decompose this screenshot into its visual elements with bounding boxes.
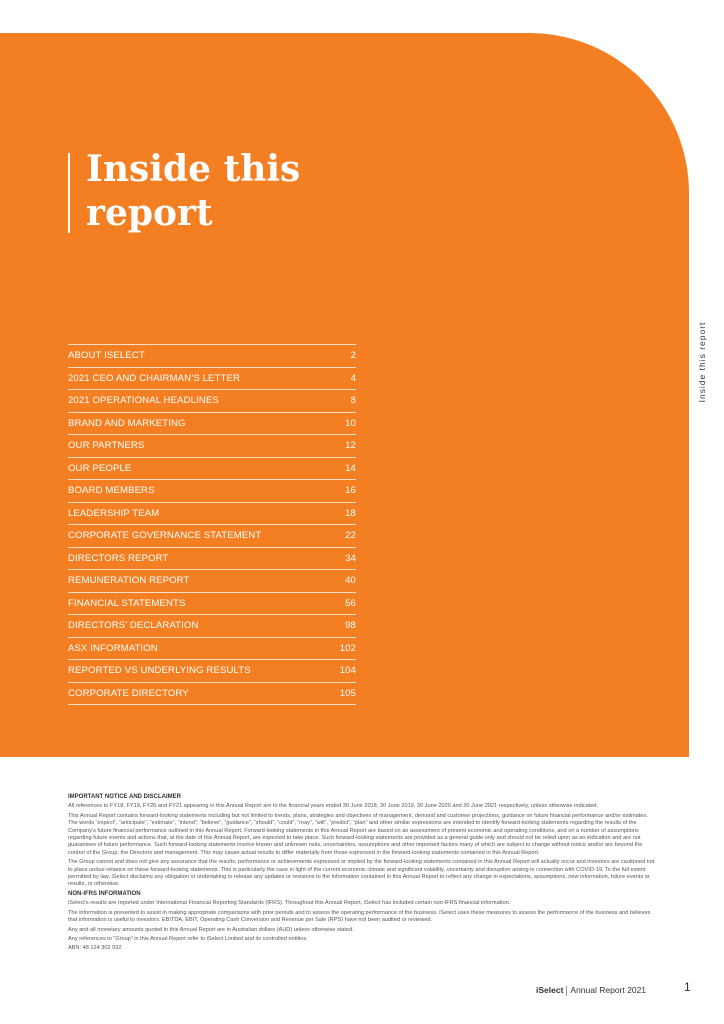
abn-text: ABN: 48 124 302 932	[68, 945, 122, 952]
toc-entry-page: 104	[339, 665, 356, 677]
toc-entry[interactable]	[68, 480, 356, 503]
disclaimer-paragraph: The Group cannot and does not give any assurance that the results, performance or achievements expressed or implied by the forward-looking statements contained in this Annual Report will actually occur and investors are cautioned not to place undue reliance on these forward-looking statements. This is particularly the case in light of the current economic climate and significant volatility, uncertainty and disruption arising in connection with COVID-19. To the full extent permitted by law, iSelect disclaims any obligation or undertaking to release any updates or revisions to the information contained in this Annual Report to reflect any change in expectations, assumptions, new information, future events or results, or otherwise.	[68, 859, 655, 888]
disclaimer-paragraph: Any and all monetary amounts quoted in this Annual Report are in Australian dollars (AUD) unless otherwise stated.	[68, 926, 354, 933]
toc-entry[interactable]	[68, 683, 356, 706]
toc-entry-label: BRAND AND MARKETING	[68, 417, 186, 429]
table-of-contents	[68, 344, 356, 705]
toc-entry[interactable]	[68, 548, 356, 571]
toc-entry-page: 105	[339, 687, 356, 699]
toc-entry-label: FINANCIAL STATEMENTS	[68, 597, 186, 609]
toc-entry-page: 12	[345, 440, 356, 452]
toc-entry-label: ABOUT ISELECT	[68, 350, 145, 362]
iselect-logo: iSelect	[536, 985, 564, 995]
toc-entry[interactable]	[68, 660, 356, 683]
orange-panel	[0, 33, 689, 757]
side-label: Inside this report	[697, 321, 707, 403]
toc-entry-page: 4	[350, 372, 356, 384]
toc-entry-label: 2021 CEO AND CHAIRMAN’S LETTER	[68, 372, 241, 384]
toc-entry-label: CORPORATE GOVERNANCE STATEMENT	[68, 530, 262, 542]
toc-entry[interactable]	[68, 435, 356, 458]
toc-entry-page: 18	[345, 507, 356, 519]
toc-entry-page: 2	[350, 350, 356, 362]
toc-entry[interactable]	[68, 413, 356, 436]
page-number: 1	[684, 980, 691, 994]
toc-entry[interactable]	[68, 503, 356, 526]
disclaimer-section	[68, 794, 658, 955]
toc-entry-label: DIRECTORS’ DECLARATION	[68, 620, 199, 632]
toc-entry-page: 16	[345, 485, 356, 497]
toc-entry[interactable]	[68, 390, 356, 413]
toc-entry-label: OUR PEOPLE	[68, 462, 132, 474]
toc-entry-page: 22	[345, 530, 356, 542]
toc-entry-page: 98	[345, 620, 356, 632]
toc-entry-label: DIRECTORS REPORT	[68, 552, 169, 564]
toc-entry[interactable]	[68, 345, 356, 368]
disclaimer-paragraph: This Annual Report contains forward-looking statements including but not limited to trends, plans, strategies and objectives of management, demand and customer projections, guidance on future financial performance and/or estimates. The words “expect”, “anticipate”, “estimate”, “intend”, “believe”, “guidance”, “should”, “could”, “may”, “will”, “predict”, “plan” and other similar expressions are intended to identify forward-looking statements regarding the results of the Company’s future financial performance outlined in this Annual Report. Forward-looking statements in this Annual Report are based on an assessment of present economic and operating conditions, and on a number of assumptions regarding future events and actions that, at the date of this Annual Report, are expected to take place. Such forward-looking statements are provided as a general guide only and should not be relied upon as an indication and are not guarantees of future performance. Such forward-looking statements involve known and unknown risks, uncertainties, assumptions and other important factors many of which are subject to change without notice and/or are beyond the control of the Group, the Directors and management. This may cause actual results to differ materially from those expressed in the forward-looking statements contained in this Annual Report.	[68, 812, 648, 856]
disclaimer-paragraph: iSelect’s results are reported under International Financial Reporting Standards (IFRS). Throughout this Annual Report, iSelect has included certain non-IFRS financial information.	[68, 900, 511, 907]
toc-entry-page: 10	[345, 417, 356, 429]
toc-entry[interactable]	[68, 525, 356, 548]
toc-entry-page: 8	[350, 395, 356, 407]
toc-entry-page: 102	[339, 642, 356, 654]
toc-entry[interactable]	[68, 368, 356, 391]
toc-entry-label: REMUNERATION REPORT	[68, 575, 190, 587]
toc-entry-label: REPORTED VS UNDERLYING RESULTS	[68, 665, 251, 677]
footer-brand	[536, 985, 646, 996]
disclaimer-heading: IMPORTANT NOTICE AND DISCLAIMER	[68, 794, 181, 800]
toc-entry-page: 56	[345, 597, 356, 609]
non-ifrs-heading: NON-IFRS INFORMATION	[68, 890, 141, 897]
toc-entry-label: ASX INFORMATION	[68, 642, 158, 654]
toc-entry-label: OUR PARTNERS	[68, 440, 145, 452]
disclaimer-paragraph: The information is presented to assist in making appropriate comparisons with prior periods and to assess the operating performance of the business. iSelect uses these measures to assess the performance of the business and believes that information is useful to investors. EBITDA, EBIT, Operating Cash Conversion and Revenue per Sale (RPS) have not been audited or reviewed.	[68, 909, 651, 924]
toc-entry-page: 34	[345, 552, 356, 564]
toc-entry-page: 40	[345, 575, 356, 587]
toc-entry-label: LEADERSHIP TEAM	[68, 507, 160, 519]
page-title: Inside this report	[86, 148, 301, 234]
footer-report-title: Annual Report 2021	[570, 985, 647, 995]
toc-entry[interactable]	[68, 570, 356, 593]
toc-entry[interactable]	[68, 615, 356, 638]
footer-divider	[566, 986, 567, 996]
toc-entry-label: CORPORATE DIRECTORY	[68, 687, 189, 699]
toc-entry[interactable]	[68, 638, 356, 661]
toc-entry-label: BOARD MEMBERS	[68, 485, 155, 497]
disclaimer-paragraph: Any references to “Group” in this Annual Report refer to iSelect Limited and its controlled entities.	[68, 935, 308, 942]
toc-entry-label: 2021 OPERATIONAL HEADLINES	[68, 395, 219, 407]
toc-entry[interactable]	[68, 593, 356, 616]
title-accent-bar	[68, 153, 70, 233]
toc-entry[interactable]	[68, 458, 356, 481]
disclaimer-paragraph: All references to FY18, FY19, FY20 and FY21 appearing in this Annual Report are to the financial years ended 30 June 2018, 30 June 2019, 30 June 2020 and 30 June 2021 respectively, unless otherwise indicated.	[68, 803, 599, 810]
toc-entry-page: 14	[345, 462, 356, 474]
